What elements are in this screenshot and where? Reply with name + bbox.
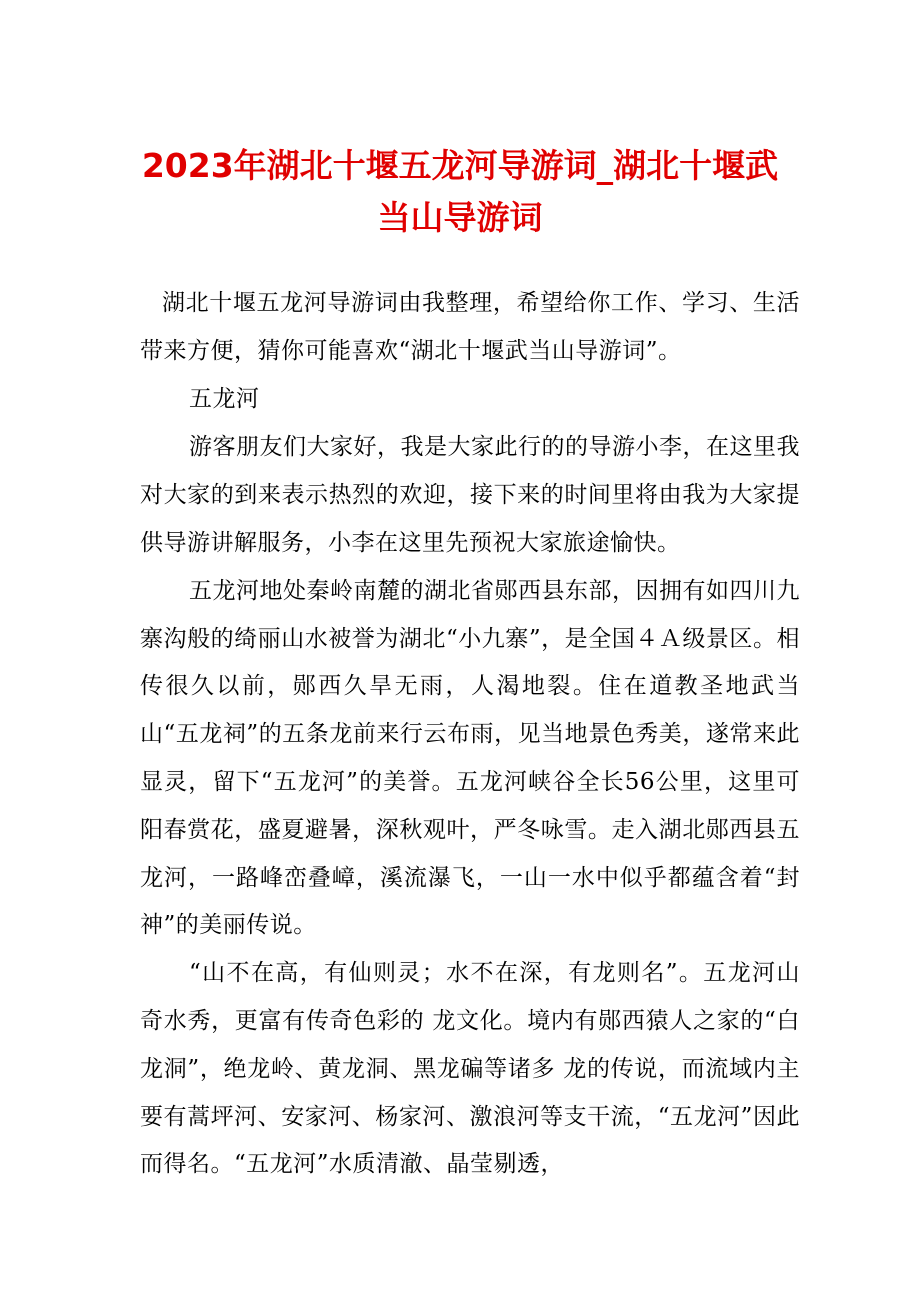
body-paragraph-1: 游客朋友们大家好，我是大家此行的的导游小李，在这里我对大家的到来表示热烈的欢迎，接下来的时间里将由我为大家提供导游讲解服务，小李在这里先预祝大家旅途愉快。: [140, 434, 800, 556]
section-heading: 五龙河: [189, 385, 260, 412]
document-title: [120, 140, 800, 244]
document-body: [140, 280, 800, 1189]
title-line-2: 当山导游词: [377, 198, 543, 237]
body-paragraph-2: 五龙河地处秦岭南麓的湖北省郧西县东部，因拥有如四川九寨沟般的绮丽山水被誉为湖北“小九寨”，是全国４Ａ级景区。相传很久以前，郧西久旱无雨，人渴地裂。住在道教圣地武当山“五龙祠”的五条龙前来行云布雨，见当地景色秀美，遂常来此显灵，留下“五龙河”的美誉。五龙河峡谷全长56公里，这里可阳春赏花，盛夏避暑，深秋观叶，严冬咏雪。走入湖北郧西县五龙河，一路峰峦叠嶂，溪流瀑飞，一山一水中似乎都蕴含着“封神”的美丽传说。: [140, 577, 800, 939]
intro-paragraph: 湖北十堰五龙河导游词由我整理，希望给你工作、学习、生活带来方便，猜你可能喜欢“湖北十堰武当山导游词”。: [140, 290, 800, 364]
body-paragraph-3: “山不在高，有仙则灵；水不在深，有龙则名”。五龙河山奇水秀，更富有传奇色彩的 龙文化。境内有郧西猿人之家的“白龙洞”，绝龙岭、黄龙洞、黑龙碥等诸多 龙的传说，而流域内主要有蒿坪河、安家河、杨家河、激浪河等支干流，“五龙河”因此而得名。“五龙河”水质清澈、晶莹剔透，: [140, 960, 800, 1178]
title-line-1: 2023年湖北十堰五龙河导游词_湖北十堰武: [141, 146, 779, 185]
